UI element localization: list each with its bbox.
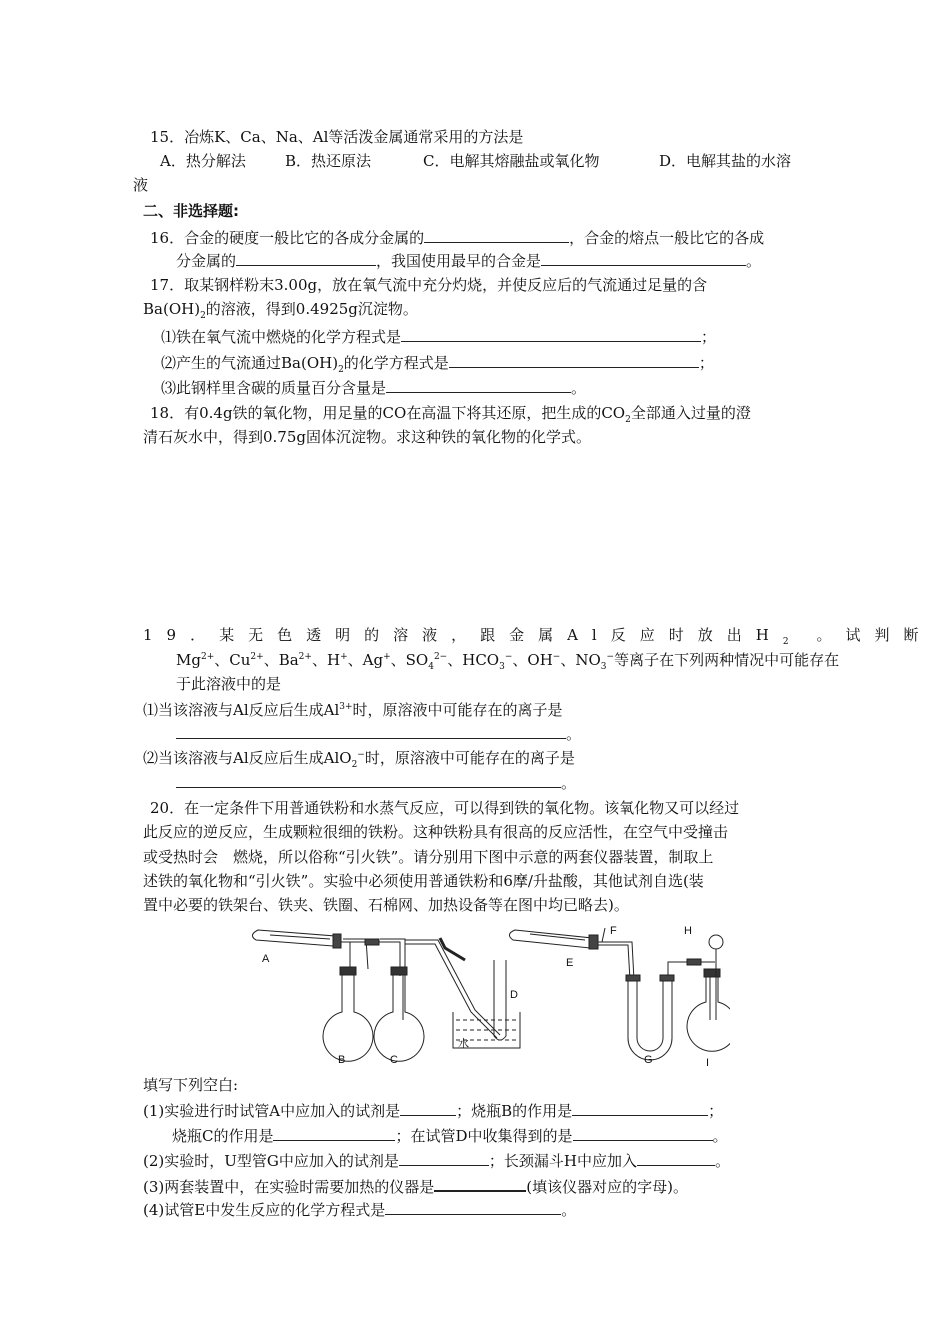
q20-blank-e[interactable] — [399, 1149, 489, 1166]
q15-wrap: 液 — [133, 176, 149, 194]
label-a: A — [262, 953, 270, 965]
q17-line2: $Ba(OH)_2$的溶液，得到0.4925g沉淀物。 — [143, 300, 418, 321]
q20-sub2: (2)实验时，U型管G中应加入的试剂是 ；长颈漏斗H中应加入 。 — [143, 1149, 730, 1172]
q16-blank-hardness[interactable] — [424, 226, 569, 243]
label-e: E — [566, 957, 574, 969]
q19-part1-answer: 。 — [176, 722, 581, 745]
q16-line2: 分金属的 ，我国使用最早的合金是 。 — [176, 249, 761, 272]
ion: $NO_3^-$ — [575, 651, 615, 672]
label-water: 水 — [458, 1038, 469, 1050]
ion: OH− — [527, 651, 561, 669]
q20-blank-b[interactable] — [572, 1099, 708, 1116]
q17-blank-3[interactable] — [386, 376, 571, 393]
q16-line1: 16．合金的硬度一般比它的各成分金属的 ，合金的熔点一般比它的各成 — [150, 226, 764, 249]
label-i: I — [706, 1057, 710, 1068]
q17-blank-1[interactable] — [401, 325, 701, 342]
q15-stem: 15．冶炼K、Ca、Na、Al等活泼金属通常采用的方法是 — [150, 128, 524, 146]
q20-blank-g[interactable] — [434, 1174, 526, 1192]
q20-fill-heading: 填写下列空白: — [143, 1076, 239, 1094]
label-f: F — [610, 925, 617, 937]
q19-ions-line: $Mg^{2+}$、$Cu^{2+}$、$Ba^{2+}$、H+、Ag+、$SO_4^{2-}$、$HCO_3^-$、OH−、$NO_3^-$等离子在下列两种情况中可能存在 — [176, 651, 840, 672]
flask-c — [374, 967, 424, 1061]
section-heading: 二、非选择题: — [143, 202, 239, 220]
q16-blank-melting[interactable] — [236, 249, 376, 266]
q15-options — [160, 150, 791, 172]
q20-blank-h[interactable] — [385, 1198, 561, 1215]
q16-blank-alloy[interactable] — [541, 249, 746, 266]
flask-i — [687, 935, 730, 1051]
q20-blank-f[interactable] — [637, 1149, 715, 1166]
test-tube-a — [252, 930, 368, 969]
q20-sub1: (1)实验进行时试管A中应加入的试剂是 ；烧瓶B的作用是 ； — [143, 1099, 723, 1122]
label-h: H — [684, 925, 692, 937]
label-b: B — [338, 1054, 346, 1066]
q20-line5: 置中必要的铁架台、铁夹、铁圈、石棉网、加热设备等在图中均已略去)。 — [143, 896, 629, 914]
label-c: C — [390, 1054, 398, 1066]
q18-line2: 清石灰水中，得到0.75g固体沉淀物。求这种铁的氧化物的化学式。 — [143, 428, 592, 446]
q19-line1: 19．某无色透明的溶液，跟金属Al反应时放出$H_2$ 。试判断 — [143, 626, 933, 647]
q15-option-d[interactable]: D．电解其盐的水溶 — [659, 152, 792, 170]
apparatus-diagram — [240, 920, 730, 1068]
label-g: G — [644, 1054, 653, 1066]
ion: $SO_4^{2-}$ — [405, 651, 448, 672]
q19-line3: 于此溶液中的是 — [176, 675, 282, 693]
ion: $HCO_3^-$ — [462, 651, 513, 672]
q19-part1: ⑴当该溶液与Al反应后生成$Al^{3+}$时，原溶液中可能存在的离子是 — [143, 701, 563, 719]
q20-line1: 20．在一定条件下用普通铁粉和水蒸气反应，可以得到铁的氧化物。该氧化物又可以经过 — [150, 799, 740, 817]
trough-d — [453, 960, 520, 1048]
q17-blank-2[interactable] — [449, 351, 699, 368]
q17-part3: ⑶此钢样里含碳的质量百分含量是 。 — [161, 376, 586, 399]
q17-part1: ⑴铁在氧气流中燃烧的化学方程式是 ； — [161, 325, 716, 348]
q19-blank-2[interactable] — [176, 771, 561, 788]
q20-blank-c[interactable] — [273, 1124, 395, 1141]
q20-sub4: (4)试管E中发生反应的化学方程式是 。 — [143, 1198, 576, 1221]
q20-blank-d[interactable] — [573, 1124, 713, 1141]
q20-sub3: (3)两套装置中，在实验时需要加热的仪器是 (填该仪器对应的字母)。 — [143, 1174, 688, 1198]
q15-option-b[interactable]: B．热还原法 — [285, 152, 372, 170]
q15-option-c[interactable]: C．电解其熔融盐或氧化物 — [423, 152, 600, 170]
q17-line1: 17．取某钢样粉末3.00g，放在氧气流中充分灼烧，并使反应后的气流通过足量的含 — [150, 276, 708, 294]
test-tube-e — [509, 928, 605, 949]
q19-blank-1[interactable] — [176, 722, 566, 739]
q20-line3: 或受热时会 燃烧，所以俗称“引火铁”。请分别用下图中示意的两套仪器装置，制取上 — [143, 848, 714, 866]
q20-blank-a[interactable] — [400, 1099, 456, 1116]
ion: $Cu^{2+}$ — [229, 651, 264, 669]
ion: $Mg^{2+}$ — [176, 651, 215, 669]
q17-part2: ⑵产生的气流通过$Ba(OH)_2$的化学方程式是 ； — [161, 351, 714, 374]
q20-line2: 此反应的逆反应，生成颗粒很细的铁粉。这种铁粉具有很高的反应活性，在空气中受撞击 — [143, 823, 729, 841]
q18-line1: 18．有0.4g铁的氧化物，用足量的CO在高温下将其还原，把生成的$CO_2$全部通入过量的澄 — [150, 404, 751, 425]
label-d: D — [510, 989, 518, 1001]
ion: H+ — [326, 651, 348, 669]
q19-part2: ⑵当该溶液与Al反应后生成AlO$_2$−时，原溶液中可能存在的离子是 — [143, 749, 575, 770]
q19-part2-answer: 。 — [176, 771, 576, 794]
ion-list: $Mg^{2+}$、$Cu^{2+}$、$Ba^{2+}$、H+、Ag+、$SO_4^{2-}$、$HCO_3^-$、OH−、$NO_3^-$ — [176, 651, 615, 672]
q20-sub1b: 烧瓶C的作用是 ；在试管D中收集得到的是 。 — [172, 1124, 728, 1147]
ion: $Ba^{2+}$ — [278, 651, 312, 669]
u-tube-g — [626, 975, 674, 1060]
flask-b — [323, 967, 373, 1061]
q20-line4: 述铁的氧化物和“引火铁”。实验中必须使用普通铁粉和6摩/升盐酸，其他试剂自选(装 — [143, 872, 704, 890]
q15-option-a[interactable]: A．热分解法 — [160, 152, 246, 170]
ion: Ag+ — [362, 651, 391, 669]
